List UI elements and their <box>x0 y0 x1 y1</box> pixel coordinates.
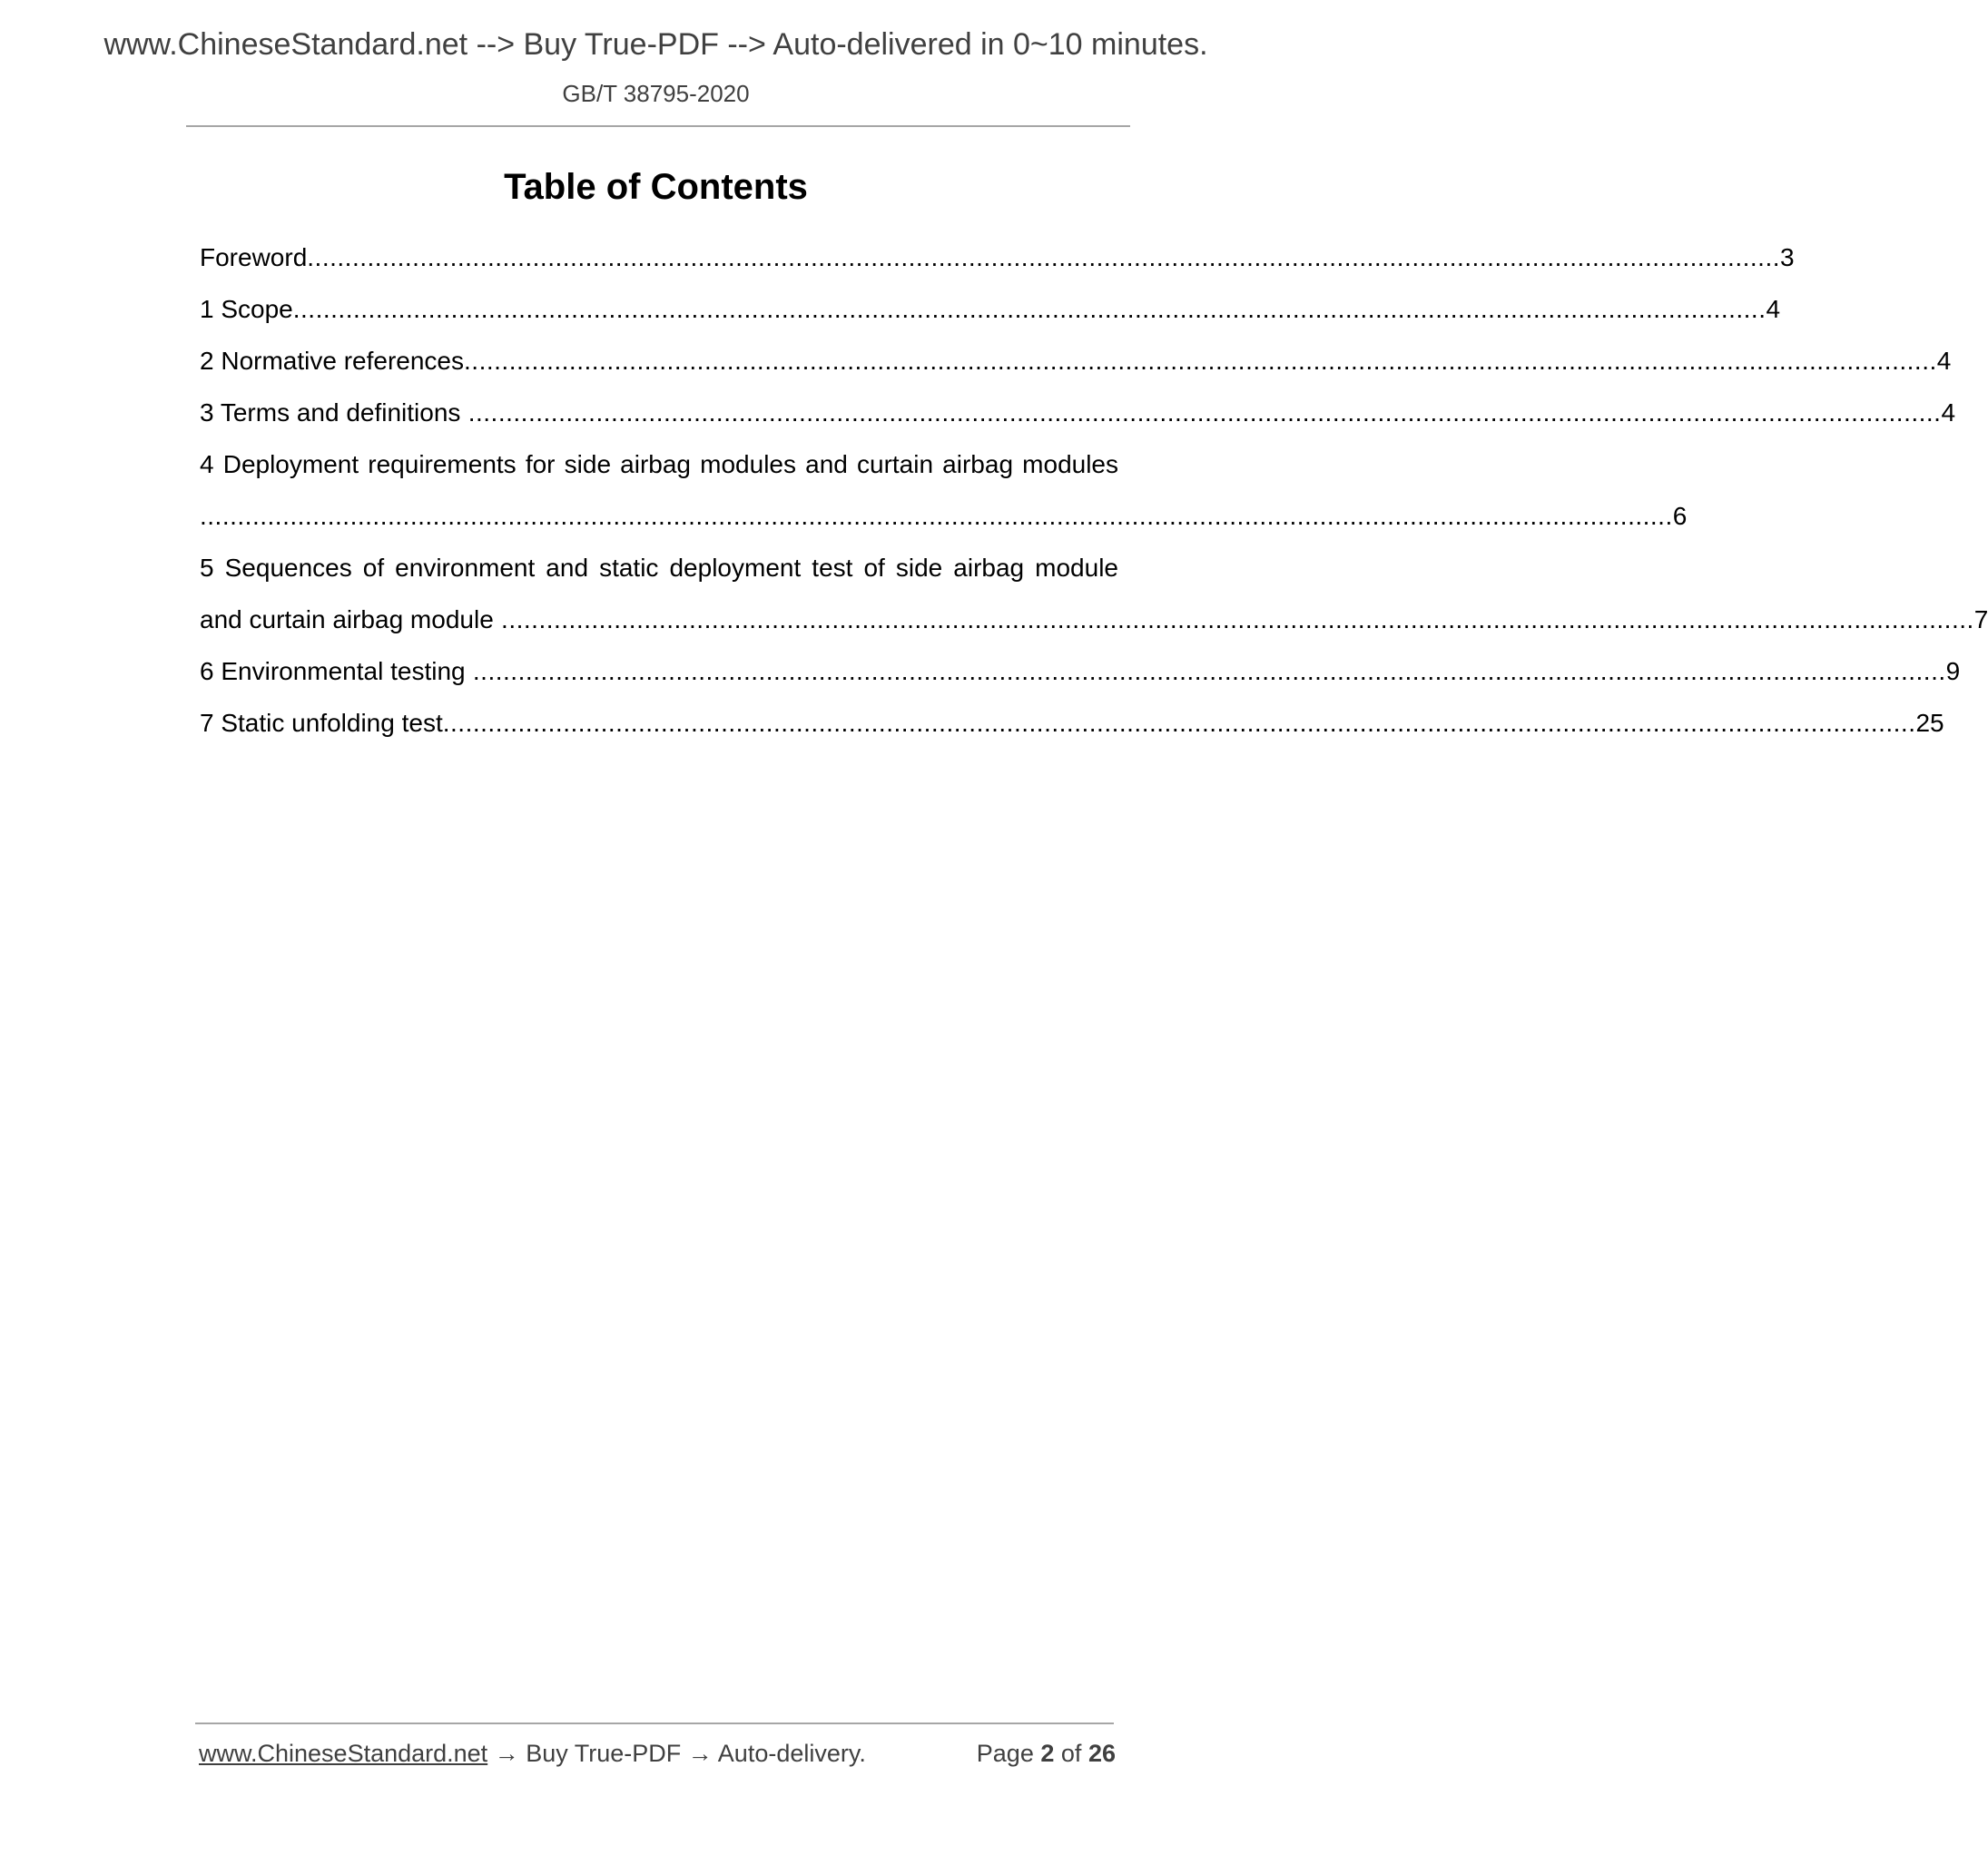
toc-entry-page: 6 <box>1672 502 1688 530</box>
toc-entry-title: 7 Static unfolding test <box>200 709 443 737</box>
table-of-contents <box>200 231 1988 749</box>
toc-entry-normative-references[interactable] <box>200 335 1952 387</box>
toc-entry-page: 25 <box>1915 709 1944 737</box>
toc-entry-test-sequences-cont[interactable] <box>200 594 1988 645</box>
page-total: 26 <box>1087 1740 1116 1767</box>
toc-entry-page: 7 <box>1973 605 1988 633</box>
toc-entry-page: 9 <box>1945 657 1961 685</box>
toc-leader-dots: .................................................................................................................................................................................................... <box>493 605 1974 633</box>
toc-entry-title: 1 Scope <box>200 295 293 323</box>
arrow-icon: → <box>687 1740 713 1767</box>
toc-title: Table of Contents <box>504 167 808 207</box>
header-divider <box>186 125 1130 127</box>
toc-entry-page: 3 <box>1780 243 1795 271</box>
toc-entry-title: Foreword <box>200 243 308 271</box>
toc-entry-title: 3 Terms and definitions <box>200 398 461 427</box>
toc-entry-deployment-requirements[interactable] <box>200 438 1118 490</box>
toc-entry-title: 4 Deployment requirements for side airbag modules and curtain airbag modules <box>200 450 1118 478</box>
toc-entry-title: 6 Environmental testing <box>200 657 466 685</box>
toc-entry-page: 4 <box>1766 295 1781 323</box>
footer-left <box>199 1740 866 1768</box>
toc-leader-dots: .................................................................................................................................................................................................... <box>292 295 1767 323</box>
page-footer <box>199 1740 1116 1768</box>
toc-entry-environmental-testing[interactable] <box>200 645 1961 697</box>
footer-divider <box>195 1722 1114 1724</box>
toc-entry-page: 4 <box>1941 398 1956 427</box>
toc-entry-title: 2 Normative references <box>200 347 465 375</box>
toc-entry-test-sequences[interactable] <box>200 542 1118 594</box>
document-code: GB/T 38795-2020 <box>562 80 750 107</box>
page-of: of <box>1060 1740 1082 1767</box>
toc-entry-title: 5 Sequences of environment and static deployment test of side airbag module <box>200 554 1118 582</box>
delivery-text: Auto-delivery. <box>717 1740 866 1767</box>
toc-leader-dots: .................................................................................................................................................................................................... <box>465 657 1946 685</box>
toc-entry-terms-definitions[interactable] <box>200 387 1956 438</box>
page-indicator <box>977 1740 1116 1768</box>
arrow-icon: → <box>494 1740 519 1767</box>
toc-entry-foreword[interactable] <box>200 231 1795 283</box>
toc-leader-dots: .................................................................................................................................................................................................... <box>307 243 1781 271</box>
toc-entry-static-unfolding[interactable] <box>200 697 1944 749</box>
toc-leader-dots: .................................................................................................................................................................................................... <box>200 502 1673 530</box>
toc-leader-dots: .................................................................................................................................................................................................... <box>460 398 1942 427</box>
toc-entry-title-cont: and curtain airbag module <box>200 605 494 633</box>
site-banner: www.ChineseStandard.net --> Buy True-PDF --> Auto-delivered in 0~10 minutes. <box>103 27 1208 62</box>
toc-entry-deployment-requirements-cont[interactable] <box>200 490 1688 542</box>
toc-leader-dots: .................................................................................................................................................................................................... <box>442 709 1916 737</box>
toc-leader-dots: .................................................................................................................................................................................................... <box>464 347 1937 375</box>
toc-entry-scope[interactable] <box>200 283 1781 335</box>
site-link[interactable]: www.ChineseStandard.net <box>199 1740 488 1767</box>
page-current: 2 <box>1040 1740 1055 1767</box>
buy-text: Buy True-PDF <box>526 1740 682 1767</box>
toc-entry-page: 4 <box>1936 347 1952 375</box>
page-label: Page <box>976 1740 1034 1767</box>
